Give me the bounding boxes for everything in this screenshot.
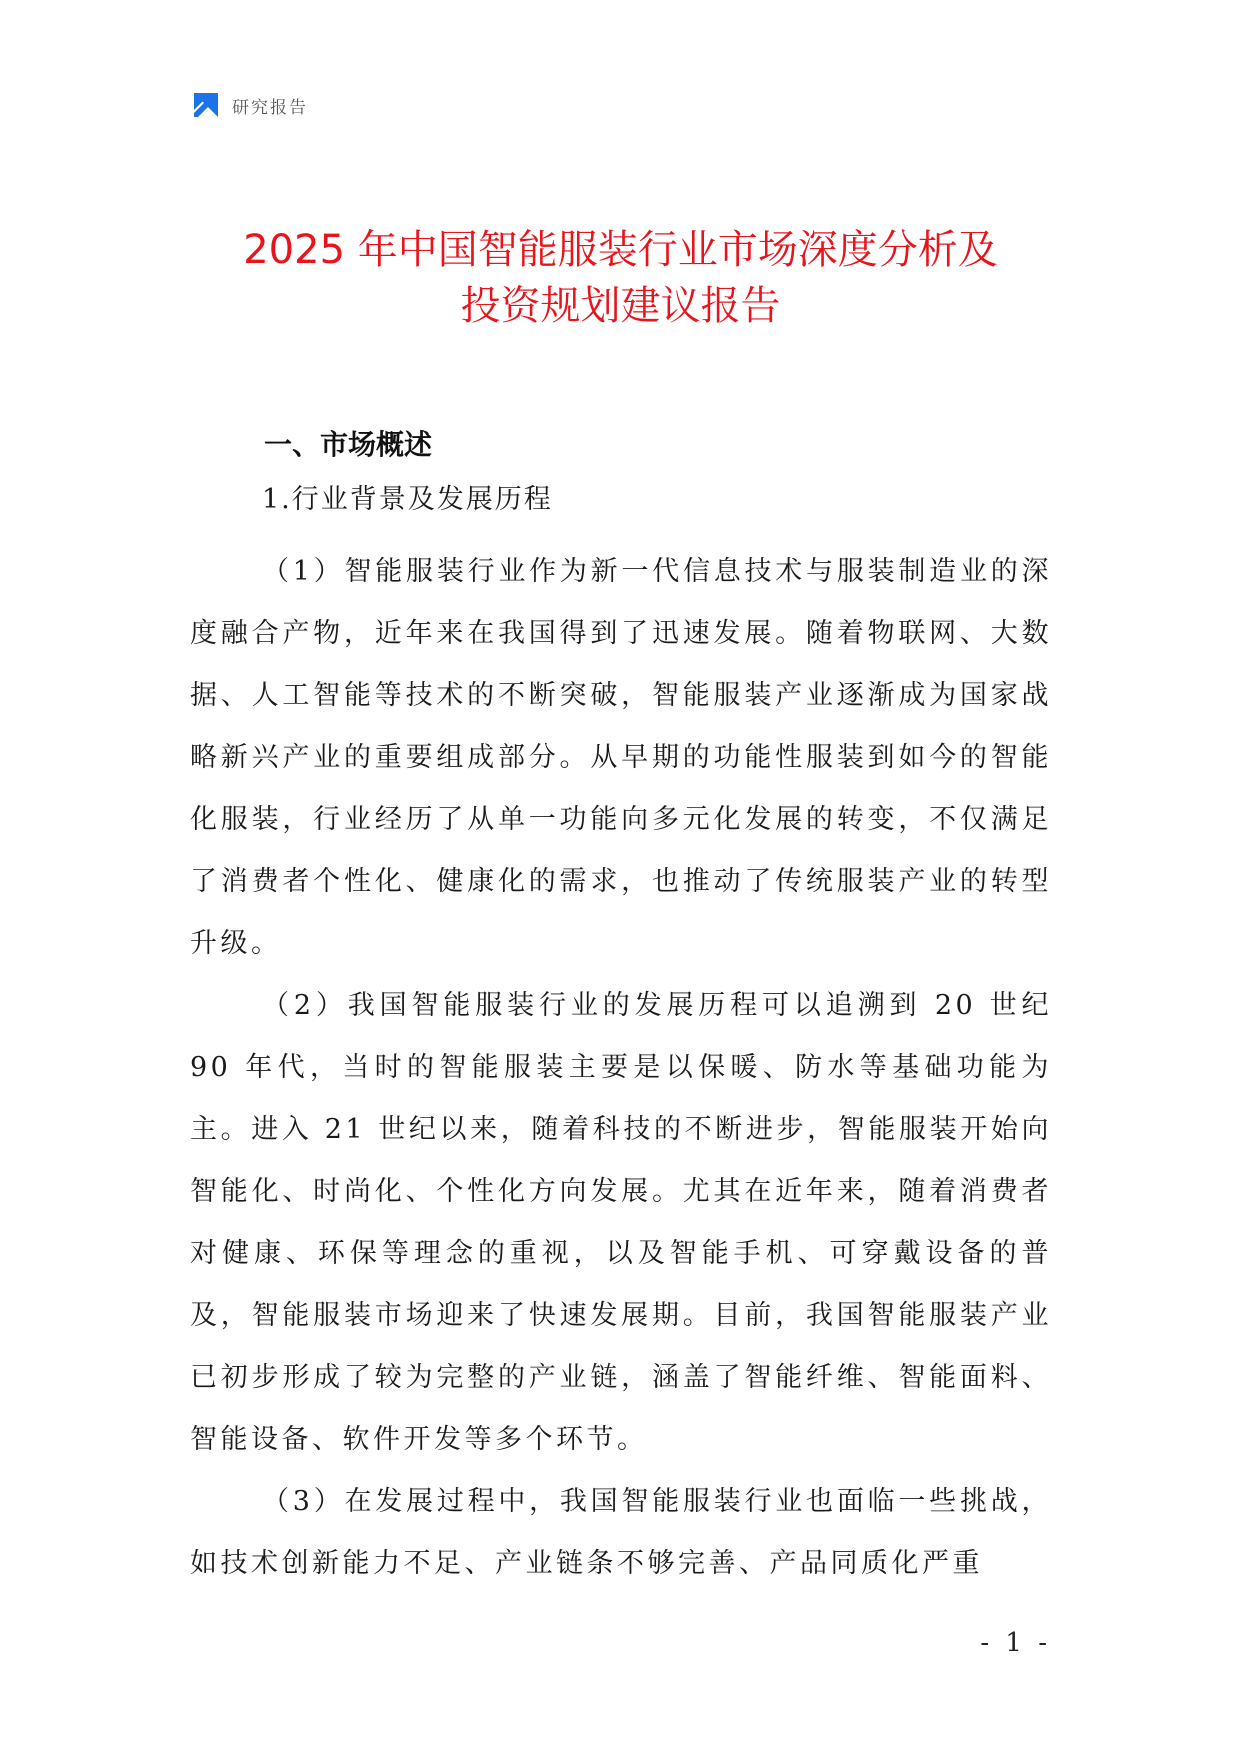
paragraph-3: （3）在发展过程中，我国智能服装行业也面临一些挑战，如技术创新能力不足、产业链条不够完善、产品同质化严重 <box>190 1486 1052 1579</box>
subsection-heading: 1.行业背景及发展历程 <box>262 484 553 515</box>
report-title-line-2: 投资规划建议报告 <box>460 283 781 329</box>
report-title <box>150 222 1091 334</box>
report-header <box>190 88 308 122</box>
report-title-line-1: 2025 年中国智能服装行业市场深度分析及 <box>243 227 998 273</box>
report-body <box>190 480 1052 1595</box>
page-number: - 1 - <box>980 1628 1051 1658</box>
section-heading: 一、市场概述 <box>264 428 433 461</box>
paragraph-1: （1）智能服装行业作为新一代信息技术与服装制造业的深度融合产物，近年来在我国得到了迅速发展。随着物联网、大数据、人工智能等技术的不断突破，智能服装产业逐渐成为国家战略新兴产业的重要组成部分。从早期的功能性服装到如今的智能化服装，行业经历了从单一功能向多元化发展的转变，不仅满足了消费者个性化、健康化的需求，也推动了传统服装产业的转型升级。 <box>190 556 1052 959</box>
paragraph-2: （2）我国智能服装行业的发展历程可以追溯到 20 世纪 90 年代，当时的智能服装主要是以保暖、防水等基础功能为主。进入 21 世纪以来，随着科技的不断进步，智能服装开始向智能化、时尚化、个性化方向发展。尤其在近年来，随着消费者对健康、环保等理念的重视，以及智能手机、可穿戴设备的普及，智能服装市场迎来了快速发展期。目前，我国智能服装产业已初步形成了较为完整的产业链，涵盖了智能纤维、智能面料、智能设备、软件开发等多个环节。 <box>190 990 1052 1455</box>
arrow-up-right-logo-icon <box>190 89 222 121</box>
header-label: 研究报告 <box>232 97 308 118</box>
